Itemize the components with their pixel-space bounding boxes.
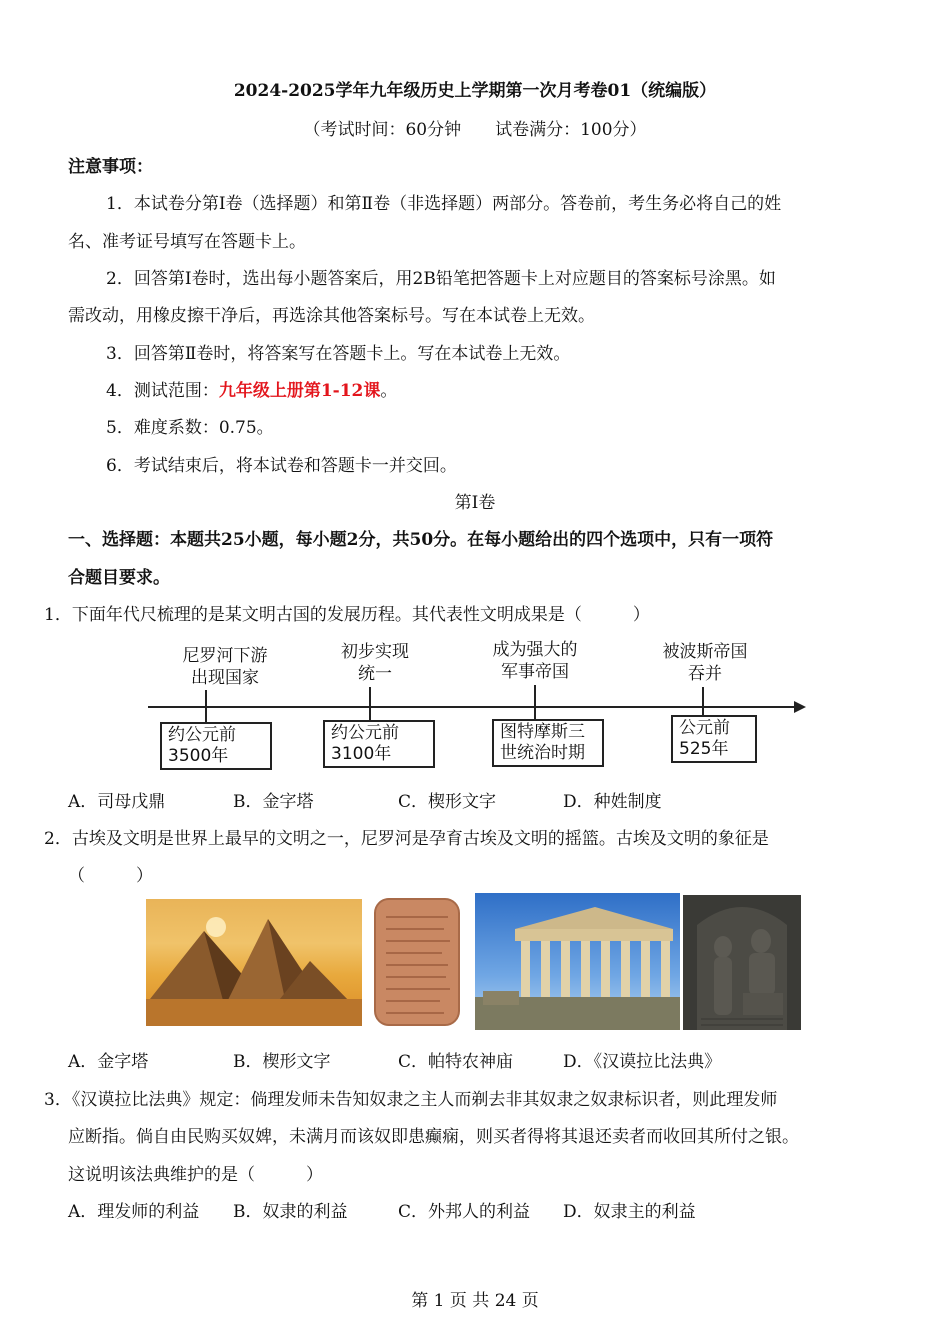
timeline-event-4-bottom: 吞并 (688, 664, 722, 684)
columns (521, 941, 670, 999)
figure-seated-head (751, 929, 771, 953)
q2-options (68, 1047, 721, 1072)
timeline-event-3 (475, 639, 595, 683)
timeline-event-1-bottom: 出现国家 (191, 668, 259, 688)
timeline-date-1 (160, 722, 272, 770)
notice-6: 6．考试结束后，将本试卷和答题卡一并交回。 (106, 456, 457, 476)
notice-2a: 2．回答第Ⅰ卷时，选出每小题答案后，用2B铅笔把答题卡上对应题目的答案标号涂黑。如 (106, 269, 776, 289)
timeline-date-4 (671, 715, 757, 763)
q2-option-c[interactable]: C．帕特农神庙 (398, 1052, 514, 1072)
pediment (515, 907, 673, 929)
q3-stem-3: 这说明该法典维护的是（ ） (68, 1165, 323, 1185)
notice-1a: 1．本试卷分第Ⅰ卷（选择题）和第Ⅱ卷（非选择题）两部分。答卷前，考生务必将自己的姓 (106, 194, 782, 214)
timeline-date-4-line2: 525年 (679, 739, 729, 759)
notice-2b: 需改动，用橡皮擦干净后，再选涂其他答案标号。写在本试卷上无效。 (68, 306, 595, 326)
test-scope: 九年级上册第1-12课 (218, 381, 381, 401)
figure-standing-body (714, 957, 732, 1015)
timeline-event-1 (160, 645, 290, 689)
stele-drawing (683, 895, 801, 1030)
sun-shape (206, 917, 226, 937)
throne (743, 993, 783, 1015)
timeline-tick (369, 687, 371, 721)
timeline-date-3-line1: 图特摩斯三 (500, 722, 585, 742)
q1-option-b[interactable]: B．金字塔 (233, 792, 314, 812)
arrow-right-icon (794, 701, 806, 713)
q3-option-c[interactable]: C．外邦人的利益 (398, 1202, 531, 1222)
page-title: 2024-2025学年九年级历史上学期第一次月考卷01（统编版） (233, 81, 717, 101)
ruins-block (483, 991, 519, 1005)
timeline-date-3 (492, 719, 604, 767)
timeline-tick (205, 690, 207, 722)
page-number: 第 1 页 共 24 页 (411, 1291, 539, 1311)
notice-4 (106, 376, 397, 401)
timeline-tick (534, 685, 536, 721)
timeline-date-1-line1: 约公元前 (168, 725, 236, 745)
notice-4-suffix: 。 (380, 381, 398, 401)
parthenon-image (475, 893, 680, 1030)
timeline-event-4 (645, 641, 765, 685)
q1-option-d[interactable]: D．种姓制度 (563, 792, 662, 812)
timeline-date-4-line1: 公元前 (679, 718, 730, 738)
pyramids-image (146, 899, 362, 1026)
section-heading-2: 合题目要求。 (68, 568, 170, 588)
section-heading-1: 一、选择题：本题共25小题，每小题2分，共50分。在每小题给出的四个选项中，只有一项符 (68, 530, 774, 550)
notice-5: 5．难度系数：0.75。 (106, 418, 274, 438)
timeline-event-4-top: 被波斯帝国 (662, 642, 748, 662)
timeline-date-2-line2: 3100年 (331, 744, 392, 764)
timeline-date-2 (323, 720, 435, 768)
q2-option-d[interactable]: D．《汉谟拉比法典》 (563, 1052, 722, 1072)
q3-stem-1: 3．《汉谟拉比法典》规定：倘理发师未告知奴隶之主人而剃去非其奴隶之奴隶标识者，则此理发师 (44, 1090, 778, 1110)
cuneiform-tablet-image (372, 893, 464, 1030)
q1-options (68, 787, 662, 812)
q2-stem-2: （ ） (68, 866, 153, 886)
desert-ground (146, 999, 362, 1026)
part-title: 第Ⅰ卷 (454, 493, 496, 513)
pyramids-drawing (146, 899, 362, 1026)
q1-stem: 1．下面年代尺梳理的是某文明古国的发展历程。其代表性文明成果是（ ） (44, 605, 650, 625)
exam-info: （考试时间：60分钟 试卷满分：100分） (303, 120, 647, 140)
hammurabi-stele-image (683, 895, 801, 1030)
timeline-event-2-bottom: 统一 (358, 664, 392, 684)
timeline-tick (702, 687, 704, 717)
entablature (515, 929, 673, 941)
q2-stem-1: 2．古埃及文明是世界上最早的文明之一，尼罗河是孕育古埃及文明的摇篮。古埃及文明的象征是 (44, 829, 769, 849)
q3-option-d[interactable]: D．奴隶主的利益 (563, 1202, 696, 1222)
timeline-date-1-line2: 3500年 (168, 746, 229, 766)
q1-option-c[interactable]: C．楔形文字 (398, 792, 497, 812)
timeline-event-3-bottom: 军事帝国 (501, 662, 569, 682)
timeline-axis (148, 706, 798, 708)
timeline-event-3-top: 成为强大的 (492, 640, 578, 660)
figure-seated-body (749, 953, 775, 995)
q3-option-a[interactable]: A．理发师的利益 (68, 1202, 200, 1222)
q3-option-b[interactable]: B．奴隶的利益 (233, 1202, 348, 1222)
q1-option-a[interactable]: A．司母戊鼎 (68, 792, 166, 812)
q3-options (68, 1197, 696, 1222)
q2-option-a[interactable]: A．金字塔 (68, 1052, 149, 1072)
timeline-event-2 (320, 641, 430, 685)
figure-standing-head (714, 936, 732, 958)
parthenon-drawing (475, 893, 680, 1030)
notice-4-prefix: 4．测试范围： (106, 381, 219, 401)
timeline-event-1-top: 尼罗河下游 (182, 646, 268, 666)
timeline-date-3-line2: 世统治时期 (500, 743, 585, 763)
timeline-event-2-top: 初步实现 (341, 642, 409, 662)
timeline-date-2-line1: 约公元前 (331, 723, 399, 743)
q3-stem-2: 应断指。倘自由民购买奴婢，未满月而该奴即患癫痫，则买者得将其退还卖者而收回其所付之银。 (68, 1127, 799, 1147)
notice-1b: 名、准考证号填写在答题卡上。 (68, 232, 306, 252)
q2-option-b[interactable]: B．楔形文字 (233, 1052, 331, 1072)
notice-heading: 注意事项： (68, 157, 153, 177)
timeline-figure (140, 635, 810, 775)
tablet-drawing (372, 893, 464, 1030)
notice-3: 3．回答第Ⅱ卷时，将答案写在答题卡上。写在本试卷上无效。 (106, 344, 571, 364)
